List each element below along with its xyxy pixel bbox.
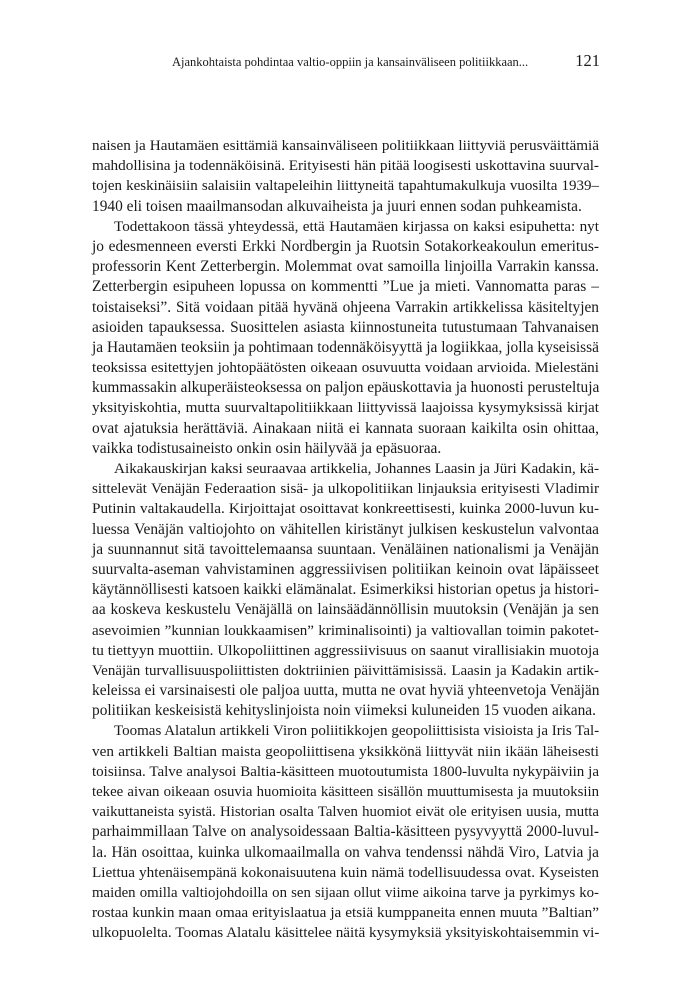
text-line: keleissa ei varsinaisesti ole paljoa uutta, mutta ne ovat hyviä yhteenvetoja Venäjän [92, 682, 600, 700]
text-line: 1940 eli toisen maailmansodan alkuvaiheista ja juuri ennen sodan puhkeamista. [92, 197, 582, 215]
text-line: tojen keskinäisiin salaisiin valtapeleihin liittyneitä tapahtumakulkuja vuosilta 1939– [92, 178, 599, 195]
body-paragraph [92, 721, 599, 943]
text-line: ovat ajatuksia herättäviä. Ainakaan niitä ei kannata suoraan kaikilta osin ohittaa, [92, 419, 599, 437]
body-paragraph [92, 136, 599, 217]
text-line: ven artikkeli Baltian maista geopoliittisena yksikkönä liittyvät niin ikään läheisesti [92, 742, 599, 760]
text-line: maiden omilla valtiojohdoilla on sen sijaan ollut viime aikoina tarve ja pyrkimys ko- [92, 884, 599, 901]
text-line: professorin Kent Zetterbergin. Molemmat ovat samoilla linjoilla Varrakin kanssa. [92, 258, 599, 276]
text-line: jo edesmenneen eversti Erkki Nordbergin ja Ruotsin Sotakorkeakoulun emeritus- [92, 237, 599, 255]
text-line: rostaa kunkin maan omaa erityislaatua ja etsiä kumppaneita ennen muuta ”Baltian” [92, 904, 599, 922]
text-line: teoksissa esitettyjen johtopäätösten oikeaan osuvuutta voidaan arvioida. Mielestäni [92, 359, 599, 377]
text-line: Zetterbergin esipuheen lopussa on kommentti ”Lue ja mieti. Vannomatta paras – [92, 278, 599, 296]
text-line: tu tiettyyn muottiin. Ulkopoliittinen aggressiivisuus on saanut virallisiakin muotoja [92, 641, 599, 659]
text-line: politiikan keskeisistä kehityslinjoista noin viimeksi kuluneiden 15 vuoden aikana. [92, 702, 596, 720]
text-line: kummassakin alkuperäisteoksessa on paljon epäuskottavia ja huonosti perusteltuja [92, 379, 600, 397]
text-line: toisiinsa. Talve analysoi Baltia-käsitteen muotoutumista 1800-luvulta nykypäiviin ja [92, 763, 599, 780]
text-line: Todettakoon tässä yhteydessä, että Hautamäen kirjassa on kaksi esipuhetta: nyt [114, 217, 599, 235]
text-line: parhaimmillaan Talve on analysoidessaan Baltia-käsitteen pysyvyyttä 2000-luvul- [92, 823, 599, 841]
text-line: aa koskeva keskustelu Venäjällä on lainsäädännöllisin muutoksin (Venäjän ja sen [92, 601, 599, 619]
text-line: Venäjän turvallisuuspoliittisten doktriinien päivittämisissä. Laasin ja Kadakin artik- [92, 662, 599, 679]
text-line: käytännöllisesti katsoen kaikki elämänalat. Esimerkiksi historian opetus ja histori- [92, 581, 599, 599]
text-line: naisen ja Hautamäen esittämiä kansainväliseen politiikkaan liittyviä perusväittämiä [92, 137, 599, 154]
text-line: vaikka todistusaineisto onkin osin häilyvää ja epäsuoraa. [92, 439, 442, 457]
text-line: ulkopuolelta. Toomas Alatalu käsittelee näitä kysymyksiä yksityiskohtaisemmin vi- [92, 924, 600, 942]
text-line: suurvalta-aseman vahvistaminen aggressiivisen politiikan keinoin ovat läpäisseet [92, 560, 599, 578]
body-paragraph [92, 217, 599, 459]
running-title: Ajankohtaista pohdintaa valtio-oppiin ja kansainväliseen politiikkaan... [172, 55, 529, 69]
text-line: la. Hän osoittaa, kuinka ulkomaailmalla on vahva tendenssi nähdä Viro, Latvia ja [92, 843, 599, 861]
text-line: toistaiseksi”. Sitä voidaan pitää hyvänä ohjeena Varrakin artikkelissa käsiteltyjen [92, 298, 599, 316]
page-body [92, 136, 599, 944]
running-head [92, 53, 600, 71]
text-line: sittelevät Venäjän Federaation sisä- ja ulkopolitiikan linjauksia erityisesti Vladimir [92, 480, 599, 498]
text-line: mahdollisina ja todennäköisinä. Erityisesti hän pitää loogisesti uskottavina suurval- [92, 157, 599, 175]
text-line: luessa Venäjän valtiojohto on vähitellen kiristänyt julkisen keskustelun valvontaa [92, 520, 599, 538]
text-line: ja suunnannut sitä tavoittelemaansa suuntaan. Venäläinen nationalismi ja Venäjän [92, 540, 599, 558]
body-paragraph [92, 459, 599, 721]
text-line: yksityiskohtia, mutta suurvaltapolitiikkaan liittyvissä laajoissa kysymyksissä kirjat [92, 399, 599, 417]
text-line: Aikakauskirjan kaksi seuraavaa artikkelia, Johannes Laasin ja Jüri Kadakin, kä- [114, 460, 599, 477]
text-line: asevoimien ”kunnian loukkaamisen” kriminalisointi) ja valtiovallan toimin pakotet- [92, 622, 599, 639]
text-line: vaikuttaneista syistä. Historian osalta Talven huomiot eivät ole erityisen uusia, mutta [92, 804, 599, 821]
text-line: asioiden tapauksessa. Suosittelen asiasta kiinnostuneita tutustumaan Tahvanaisen [92, 318, 599, 336]
text-line: Putinin valtakaudella. Kirjoittajat osoittavat konkreettisesti, kuinka 2000-luvun ku- [92, 500, 599, 518]
text-line: Toomas Alatalun artikkeli Viron poliitikkojen geopoliittisista visioista ja Iris Tal- [114, 723, 600, 740]
text-line: tekee aivan oikeaan osuvia huomioita käsitteen sisällön muuttumisesta ja muutoksiin [92, 784, 599, 800]
text-line: ja Hautamäen teoksiin ja pohtimaan todennäköisyyttä ja logiikkaa, jolla kyseisissä [92, 338, 599, 356]
page-number: 121 [575, 51, 600, 70]
text-line: Liettua yhtenäisempänä kokonaisuutena kuin nämä todellisuudessa ovat. Kyseisten [92, 863, 599, 881]
